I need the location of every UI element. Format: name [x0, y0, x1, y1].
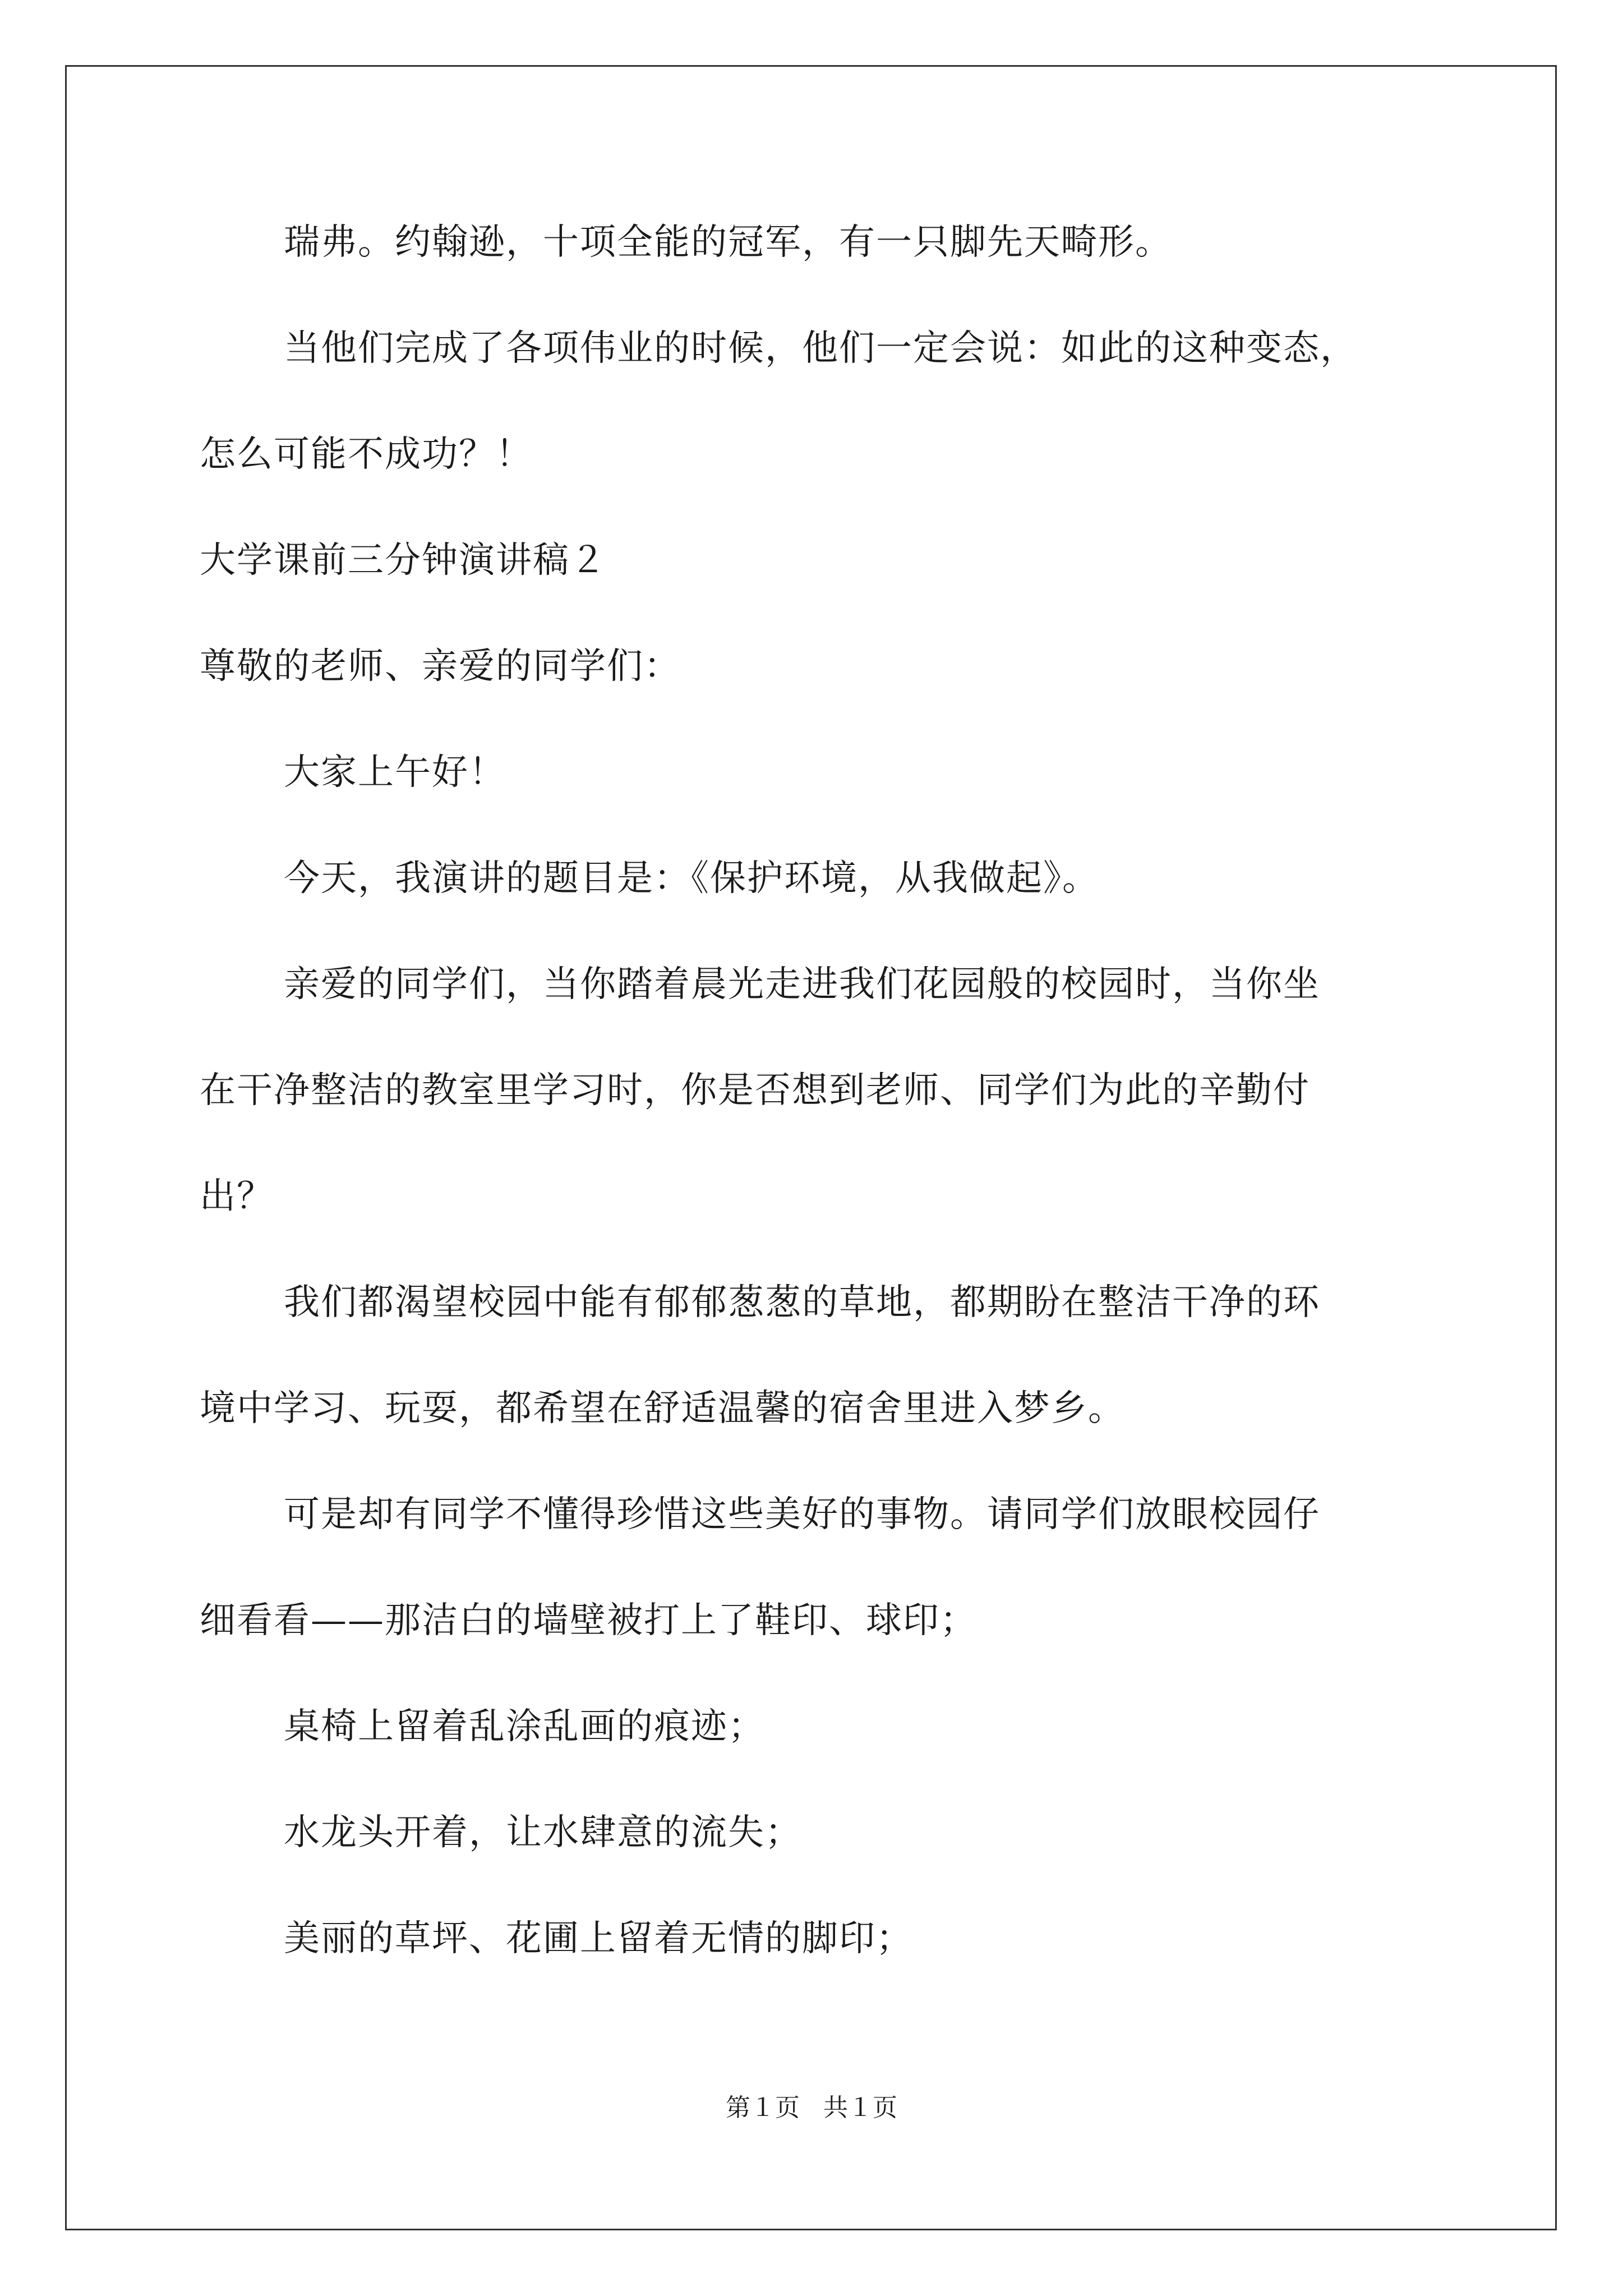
paragraph-line: 在干净整洁的教室里学习时，你是否想到老师、同学们为此的辛勤付 — [200, 1070, 1310, 1111]
paragraph-line: 当他们完成了各项伟业的时候，他们一定会说：如此的这种变态， — [284, 328, 1357, 369]
paragraph-line: 水龙头开着，让水肆意的流失； — [284, 1812, 802, 1853]
paragraph-line: 境中学习、玩耍，都希望在舒适温馨的宿舍里进入梦乡。 — [200, 1388, 1125, 1429]
paragraph-line: 桌椅上留着乱涂乱画的痕迹； — [284, 1706, 765, 1747]
paragraph-line: 可是却有同学不懂得珍惜这些美好的事物。请同学们放眼校园仔 — [284, 1494, 1320, 1535]
salutation: 尊敬的老师、亲爱的同学们： — [200, 646, 681, 687]
paragraph-line: 出？ — [200, 1176, 274, 1217]
paragraph-line: 今天，我演讲的题目是：《保护环境，从我做起》。 — [284, 858, 1099, 899]
paragraph-line: 亲爱的同学们，当你踏着晨光走进我们花园般的校园时，当你坐 — [284, 964, 1320, 1005]
paragraph-line: 怎么可能不成功？！ — [200, 434, 533, 475]
paragraph-line: 我们都渴望校园中能有郁郁葱葱的草地，都期盼在整洁干净的环 — [284, 1282, 1320, 1323]
paragraph-line: 细看看——那洁白的墙壁被打上了鞋印、球印； — [200, 1600, 977, 1641]
page-border — [65, 65, 1557, 2230]
page-number: 第１页 — [726, 2093, 800, 2122]
paragraph-line: 瑞弗。约翰逊，十项全能的冠军，有一只脚先天畸形。 — [284, 222, 1172, 263]
page-total: 共１页 — [823, 2093, 897, 2122]
section-heading: 大学课前三分钟演讲稿２ — [200, 540, 607, 581]
page-footer — [0, 2092, 1623, 2124]
paragraph-line: 大家上午好！ — [284, 752, 506, 793]
paragraph-line: 美丽的草坪、花圃上留着无情的脚印； — [284, 1918, 913, 1959]
